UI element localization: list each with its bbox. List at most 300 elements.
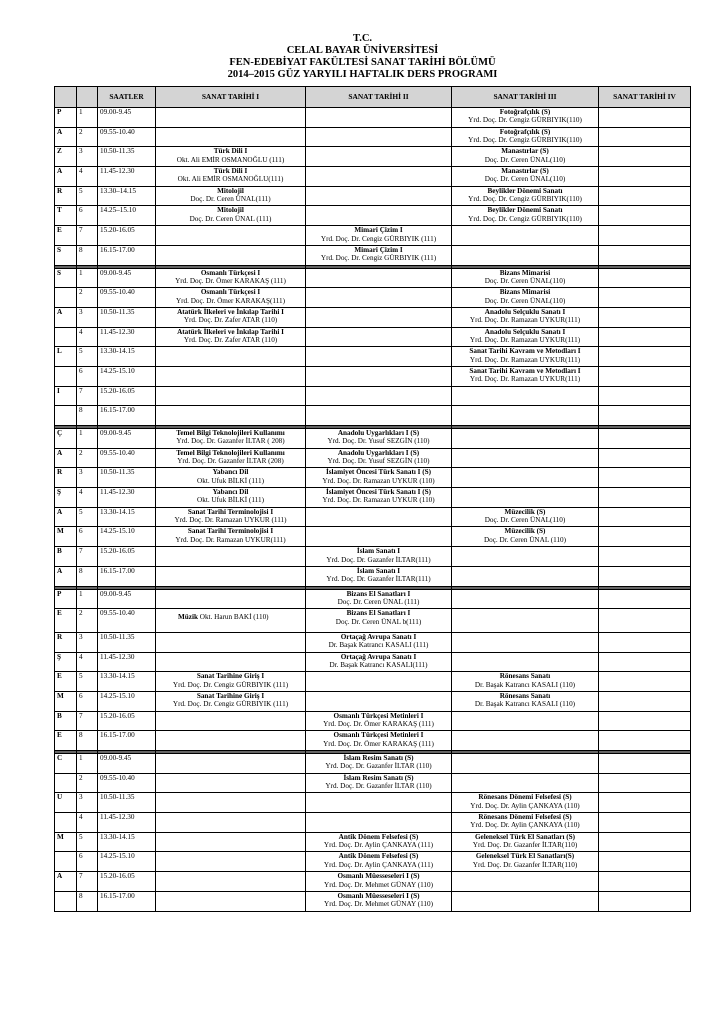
course-cell-year-2 [306, 731, 452, 751]
time-slot-cell: 13.30-14.15 [98, 347, 156, 367]
course-cell-year-3 [452, 711, 599, 731]
course-title: Müzecilik (S) [504, 527, 546, 536]
course-cell-year-1 [156, 872, 306, 892]
course-instructor: Doç. Dr. Ceren ÜNAL(110) [484, 276, 566, 285]
course-cell-year-1 [156, 206, 306, 226]
course-cell-year-4 [599, 307, 691, 327]
course-cell-year-2 [306, 186, 452, 206]
time-slot-cell: 09.00-9.45 [98, 268, 156, 288]
course-cell-year-4 [599, 327, 691, 347]
period-number-cell: 5 [77, 347, 98, 367]
course-instructor: Yrd. Doç. Dr. Cengiz GÜRBIYIK(110) [468, 116, 582, 125]
course-title: Fotoğrafçılık (S) [499, 108, 551, 116]
course-instructor: Yrd. Doç. Dr. Ramazan UYKUR (110) [322, 476, 435, 485]
course-cell-year-2 [306, 507, 452, 527]
course-cell-year-2 [306, 206, 452, 226]
course-title: Mimari Çizim I [354, 245, 403, 254]
course-cell-year-1 [156, 527, 306, 547]
table-row [55, 288, 691, 308]
table-row [55, 245, 691, 265]
course-title: Anadolu Uygarlıkları I (S) [337, 448, 420, 457]
course-cell-year-3 [452, 589, 599, 609]
day-letter-cell: R [55, 468, 77, 488]
course-cell-year-1 [156, 347, 306, 367]
course-cell-year-4 [599, 406, 691, 426]
course-instructor: Yrd. Doç. Dr. Cengiz GÜRBIYIK (111) [320, 254, 437, 263]
time-slot-cell: 15.20-16.05 [98, 547, 156, 567]
table-row [55, 167, 691, 187]
course-cell-year-2 [306, 527, 452, 547]
course-title: Atatürk İlkeleri ve İnkılap Tarihi I [177, 327, 284, 336]
course-cell-year-3 [452, 793, 599, 813]
period-number-cell: 4 [77, 652, 98, 672]
course-cell-year-2 [306, 366, 452, 386]
day-letter-cell [55, 327, 77, 347]
course-cell-year-1 [156, 813, 306, 833]
course-cell-year-1 [156, 832, 306, 852]
time-slot-cell: 14.25-15.10 [98, 527, 156, 547]
period-number-cell: 3 [77, 307, 98, 327]
course-cell-year-1 [156, 468, 306, 488]
time-slot-cell: 11.45-12.30 [98, 652, 156, 672]
course-cell-year-3 [452, 448, 599, 468]
course-cell-year-1 [156, 731, 306, 751]
course-cell-year-2 [306, 429, 452, 449]
course-cell-year-3 [452, 731, 599, 751]
course-cell-year-1 [156, 891, 306, 911]
course-instructor: Yrd. Doç. Dr. Cengiz GÜRBIYIK (111) [320, 234, 437, 243]
period-number-cell: 3 [77, 468, 98, 488]
time-slot-cell: 09.55-10.40 [98, 288, 156, 308]
course-cell-year-3 [452, 307, 599, 327]
header-line-tc: T.C. [352, 33, 373, 44]
time-slot-cell: 10.50-11.35 [98, 307, 156, 327]
course-cell-year-3 [452, 366, 599, 386]
course-cell-year-2 [306, 566, 452, 586]
course-cell-year-2 [306, 813, 452, 833]
course-cell-year-1 [156, 773, 306, 793]
course-instructor: Yrd. Doç. Dr. Ramazan UYKUR(111) [469, 316, 581, 325]
period-number-cell: 4 [77, 488, 98, 508]
course-cell-year-4 [599, 813, 691, 833]
course-instructor: Yrd. Doç. Dr. Cengiz GÜRBIYIK(110) [468, 214, 582, 223]
schedule-table [54, 86, 691, 912]
course-instructor: Yrd. Doç. Dr. Ömer KARAKAŞ(111) [175, 296, 286, 305]
course-cell-year-3 [452, 691, 599, 711]
course-title: Sanat Tarihi Terminolojisi I [187, 507, 274, 516]
period-number-cell: 8 [77, 566, 98, 586]
course-instructor: Yrd. Doç. Dr. Aylin ÇANKAYA (111) [323, 860, 434, 869]
table-row [55, 206, 691, 226]
course-title: Atatürk İlkeleri ve İnkılap Tarihi I [177, 307, 284, 316]
table-row [55, 386, 691, 406]
course-title: Sanat Tarihine Giriş I [196, 691, 265, 700]
period-number-cell: 1 [77, 268, 98, 288]
course-title: Bizans Mimarisi [499, 268, 551, 277]
course-cell-year-3 [452, 507, 599, 527]
table-row [55, 852, 691, 872]
course-cell-year-3 [452, 288, 599, 308]
course-cell-year-1 [156, 507, 306, 527]
course-cell-year-3 [452, 527, 599, 547]
table-row [55, 327, 691, 347]
course-title: Geleneksel Türk El Sanatları(S) [475, 852, 575, 861]
course-cell-year-4 [599, 268, 691, 288]
course-instructor: Okt. Ali EMİR OSMANOĞLU(111) [177, 175, 284, 184]
course-instructor: Yrd. Doç. Dr. Aylin ÇANKAYA (110) [470, 821, 580, 830]
col-header-year-3: SANAT TARİHİ III [452, 87, 599, 108]
col-header-day [55, 87, 77, 108]
course-cell-year-3 [452, 245, 599, 265]
course-cell-year-3 [452, 547, 599, 567]
course-title: Müzecilik (S) [504, 507, 546, 516]
course-cell-year-3 [452, 226, 599, 246]
course-cell-year-4 [599, 691, 691, 711]
time-slot-cell: 09.55-10.40 [98, 773, 156, 793]
course-cell-year-4 [599, 366, 691, 386]
course-cell-year-2 [306, 754, 452, 774]
course-cell-year-4 [599, 288, 691, 308]
day-letter-cell: A [55, 127, 77, 147]
table-row [55, 468, 691, 488]
course-cell-year-1 [156, 307, 306, 327]
time-slot-cell: 14.25–15.10 [98, 206, 156, 226]
time-slot-cell: 11.45-12.30 [98, 327, 156, 347]
course-title: Osmanlı Müesseseleri I (S) [337, 872, 420, 881]
course-instructor: Yrd. Doç. Dr. Mehmet GÜNAY (110) [324, 900, 433, 909]
course-cell-year-4 [599, 186, 691, 206]
day-letter-cell [55, 366, 77, 386]
period-number-cell: 3 [77, 793, 98, 813]
course-cell-year-4 [599, 527, 691, 547]
course-instructor: Yrd. Doç. Dr. Aylin ÇANKAYA (110) [470, 801, 580, 810]
course-cell-year-2 [306, 468, 452, 488]
day-letter-cell: U [55, 793, 77, 813]
course-cell-year-1 [156, 429, 306, 449]
day-letter-cell: S [55, 268, 77, 288]
day-letter-cell: B [55, 711, 77, 731]
course-cell-year-4 [599, 589, 691, 609]
course-cell-year-2 [306, 147, 452, 167]
course-title: Anadolu Selçuklu Sanatı I [484, 327, 566, 336]
course-cell-year-1 [156, 589, 306, 609]
course-title: Rönesans Dönemi Felsefesi (S) [478, 793, 572, 802]
course-cell-year-4 [599, 347, 691, 367]
course-cell-year-3 [452, 147, 599, 167]
course-instructor: Doç. Dr. Ceren ÜNAL (111) [189, 214, 272, 223]
table-row [55, 429, 691, 449]
course-cell-year-1 [156, 672, 306, 692]
course-cell-year-4 [599, 448, 691, 468]
table-row [55, 108, 691, 128]
course-cell-year-3 [452, 268, 599, 288]
day-letter-cell: B [55, 547, 77, 567]
day-letter-cell: C [55, 754, 77, 774]
day-letter-cell: E [55, 672, 77, 692]
course-instructor: Dr. Başak Katrancı KASALI(111) [329, 660, 428, 669]
course-cell-year-1 [156, 147, 306, 167]
table-row [55, 347, 691, 367]
course-instructor: Dr. Başak Katrancı KASALI (110) [474, 700, 576, 709]
day-letter-cell: Ç [55, 429, 77, 449]
course-cell-year-3 [452, 386, 599, 406]
course-cell-year-1 [156, 547, 306, 567]
course-instructor: Yrd. Doç. Dr. Mehmet GÜNAY (110) [324, 880, 433, 889]
course-cell-year-1 [156, 448, 306, 468]
course-cell-year-4 [599, 731, 691, 751]
table-row [55, 652, 691, 672]
table-row [55, 547, 691, 567]
course-cell-year-3 [452, 327, 599, 347]
course-instructor: Yrd. Doç. Dr. Cengiz GÜRBIYIK(110) [468, 195, 582, 204]
course-title: Rönesans Sanatı [499, 691, 551, 700]
period-number-cell: 5 [77, 832, 98, 852]
time-slot-cell: 09.00-9.45 [98, 429, 156, 449]
course-cell-year-2 [306, 773, 452, 793]
time-slot-cell: 14.25-15.10 [98, 852, 156, 872]
time-slot-cell: 13.30-14.15 [98, 672, 156, 692]
course-cell-year-2 [306, 245, 452, 265]
course-title: Temel Bilgi Teknolojileri Kullanımı [176, 429, 285, 437]
course-instructor: Yrd. Doç. Dr. Ramazan UYKUR (111) [174, 516, 287, 525]
day-letter-cell: Z [55, 147, 77, 167]
course-cell-year-3 [452, 652, 599, 672]
course-title: Anadolu Uygarlıkları I (S) [337, 429, 420, 437]
course-title: Fotoğrafçılık (S) [499, 127, 551, 136]
course-instructor: Yrd. Doç. Dr. Zafer ATAR (110) [183, 316, 278, 325]
course-cell-year-4 [599, 507, 691, 527]
course-cell-year-4 [599, 468, 691, 488]
day-letter-cell: E [55, 609, 77, 633]
course-cell-year-3 [452, 609, 599, 633]
day-letter-cell: T [55, 206, 77, 226]
course-instructor: Yrd. Doç. Dr. Ramazan UYKUR(111) [469, 335, 581, 344]
period-number-cell: 8 [77, 245, 98, 265]
course-cell-year-3 [452, 754, 599, 774]
course-instructor: Yrd. Doç. Dr. Cengiz GÜRBIYIK(110) [468, 136, 582, 145]
course-title: Rönesans Dönemi Felsefesi (S) [478, 813, 572, 822]
course-cell-year-3 [452, 429, 599, 449]
course-instructor: Yrd. Doç. Dr. Gazanfer İLTAR (110) [325, 762, 432, 771]
time-slot-cell: 09.00-9.45 [98, 754, 156, 774]
course-cell-year-1 [156, 691, 306, 711]
course-cell-year-4 [599, 891, 691, 911]
period-number-cell: 3 [77, 632, 98, 652]
time-slot-cell: 13.30-14.15 [98, 832, 156, 852]
course-cell-year-2 [306, 488, 452, 508]
day-letter-cell: M [55, 832, 77, 852]
course-instructor: Doç. Dr. Ceren ÜNAL (110) [483, 535, 567, 544]
time-slot-cell: 15.20-16.05 [98, 872, 156, 892]
day-letter-cell [55, 288, 77, 308]
col-header-period [77, 87, 98, 108]
course-cell-year-1 [156, 632, 306, 652]
period-number-cell: 5 [77, 507, 98, 527]
course-instructor: Yrd. Doç. Dr. Gazanfer İLTAR(111) [326, 555, 431, 564]
period-number-cell: 5 [77, 186, 98, 206]
day-letter-cell [55, 891, 77, 911]
time-slot-cell: 11.45-12.30 [98, 167, 156, 187]
course-cell-year-2 [306, 652, 452, 672]
table-row [55, 406, 691, 426]
course-instructor: Yrd. Doç. Dr. Cengiz GÜRBIYIK (111) [172, 700, 289, 709]
course-cell-year-3 [452, 813, 599, 833]
course-cell-year-4 [599, 386, 691, 406]
course-cell-year-4 [599, 167, 691, 187]
course-title: Sanat Tarihi Terminolojisi I [187, 527, 274, 536]
course-cell-year-1 [156, 245, 306, 265]
course-cell-year-4 [599, 226, 691, 246]
day-letter-cell: R [55, 186, 77, 206]
course-cell-year-2 [306, 386, 452, 406]
table-row [55, 872, 691, 892]
table-row [55, 366, 691, 386]
course-title: Osmanlı Müesseseleri I (S) [337, 891, 420, 900]
course-title: Osmanlı Türkçesi Metinleri I [333, 711, 424, 720]
course-cell-year-1 [156, 288, 306, 308]
header-program-title: 2014–2015 GÜZ YARYILI HAFTALIK DERS PROGRAMI [227, 69, 498, 80]
period-number-cell: 4 [77, 167, 98, 187]
period-number-cell: 1 [77, 754, 98, 774]
course-cell-year-4 [599, 652, 691, 672]
course-title: İslam Sanatı I [356, 547, 401, 556]
course-cell-year-2 [306, 632, 452, 652]
col-header-year-1: SANAT TARİHİ I [156, 87, 306, 108]
course-instructor: Okt. Ufuk BİLKİ (111) [197, 476, 264, 485]
course-instructor: Yrd. Doç. Dr. Gazanfer İLTAR(110) [472, 860, 578, 869]
time-slot-cell: 09.00-9.45 [98, 108, 156, 128]
time-slot-cell: 16.15-17.00 [98, 731, 156, 751]
period-number-cell: 7 [77, 547, 98, 567]
course-title: İslam Resim Sanatı (S) [343, 754, 414, 762]
course-instructor: Doç. Dr. Ceren ÜNAL(111) [190, 195, 271, 204]
table-row [55, 754, 691, 774]
day-letter-cell [55, 773, 77, 793]
course-title: Bizans El Sanatları I [346, 589, 411, 598]
course-cell-year-3 [452, 347, 599, 367]
period-number-cell: 8 [77, 731, 98, 751]
table-row [55, 672, 691, 692]
day-letter-cell [55, 813, 77, 833]
course-cell-year-4 [599, 547, 691, 567]
course-instructor: Yrd. Doç. Dr. Cengiz GÜRBIYIK (111) [172, 680, 289, 689]
course-cell-year-2 [306, 872, 452, 892]
time-slot-cell: 11.45-12.30 [98, 813, 156, 833]
course-title: İslam Sanatı I [356, 566, 401, 575]
course-title: Osmanlı Türkçesi Metinleri I [333, 731, 424, 740]
course-instructor: Yrd. Doç. Dr. Ramazan UYKUR (110) [322, 496, 435, 505]
time-slot-cell: 09.55-10.40 [98, 448, 156, 468]
time-slot-cell: 09.55-10.40 [98, 609, 156, 633]
course-cell-year-2 [306, 127, 452, 147]
course-cell-year-2 [306, 347, 452, 367]
course-title: Ortaçağ Avrupa Sanatı I [340, 632, 417, 641]
course-instructor: Dr. Başak Katrancı KASALI (110) [474, 680, 576, 689]
course-title: İslam Resim Sanatı (S) [343, 773, 414, 782]
day-letter-cell: A [55, 566, 77, 586]
table-row [55, 691, 691, 711]
time-slot-cell: 09.55-10.40 [98, 127, 156, 147]
course-cell-year-2 [306, 891, 452, 911]
day-letter-cell: Ş [55, 652, 77, 672]
course-instructor: Yrd. Doç. Dr. Gazanfer İLTAR ( 208) [176, 437, 285, 446]
course-title: İslamiyet Öncesi Türk Sanatı I (S) [325, 468, 432, 477]
day-letter-cell: P [55, 589, 77, 609]
time-slot-cell: 15.20-16.05 [98, 711, 156, 731]
course-cell-year-2 [306, 406, 452, 426]
course-title: Beylikler Dönemi Sanatı [487, 186, 563, 195]
course-cell-year-2 [306, 691, 452, 711]
table-header-row [55, 87, 691, 108]
time-slot-cell: 16.15-17.00 [98, 566, 156, 586]
course-cell-year-1 [156, 167, 306, 187]
course-title: Yabancı Dil [212, 488, 249, 497]
course-instructor: Yrd. Doç. Dr. Aylin ÇANKAYA (111) [323, 841, 434, 850]
table-row [55, 448, 691, 468]
course-title: Yabancı Dil [212, 468, 249, 477]
course-title: Mitolojil [217, 206, 244, 215]
day-letter-cell: R [55, 632, 77, 652]
course-title: Bizans Mimarisi [499, 288, 551, 297]
day-letter-cell: P [55, 108, 77, 128]
course-instructor: Doç. Dr. Ceren ÜNAL(110) [484, 296, 566, 305]
day-letter-cell: Ş [55, 488, 77, 508]
col-header-hours: SAATLER [98, 87, 156, 108]
course-title: Antik Dönem Felsefesi (S) [338, 832, 419, 841]
course-cell-year-1 [156, 366, 306, 386]
period-number-cell: 2 [77, 288, 98, 308]
course-cell-year-4 [599, 147, 691, 167]
time-slot-cell: 10.50-11.35 [98, 147, 156, 167]
course-cell-year-4 [599, 488, 691, 508]
course-title: Mimari Çizim I [354, 226, 403, 235]
course-instructor: Yrd. Doç. Dr. Ramazan UYKUR(111) [469, 355, 581, 364]
table-row [55, 793, 691, 813]
course-cell-year-1 [156, 386, 306, 406]
course-cell-year-2 [306, 711, 452, 731]
table-row [55, 566, 691, 586]
course-cell-year-4 [599, 206, 691, 226]
time-slot-cell: 16.15-17.00 [98, 891, 156, 911]
period-number-cell: 3 [77, 147, 98, 167]
course-instructor: Yrd. Doç. Dr. Ramazan UYKUR(111) [175, 535, 286, 544]
day-letter-cell: A [55, 307, 77, 327]
day-letter-cell: E [55, 226, 77, 246]
table-row [55, 147, 691, 167]
course-cell-year-2 [306, 589, 452, 609]
course-instructor: Yrd. Doç. Dr. Gazanfer İLTAR (208) [177, 457, 284, 466]
course-cell-year-3 [452, 167, 599, 187]
course-cell-year-2 [306, 832, 452, 852]
course-title: Sanat Tarihi Kavram ve Metodları I [469, 347, 581, 356]
course-instructor: Yrd. Doç. Dr. Gazanfer İLTAR (110) [325, 782, 432, 791]
course-cell-year-1 [156, 711, 306, 731]
course-instructor: Doç. Dr. Ceren ÜNAL(110) [484, 155, 566, 164]
header-university: CELAL BAYAR ÜNİVERSİTESİ [286, 45, 439, 56]
course-cell-year-1 [156, 566, 306, 586]
period-number-cell: 7 [77, 711, 98, 731]
table-row [55, 731, 691, 751]
time-slot-cell: 10.50-11.35 [98, 632, 156, 652]
period-number-cell: 5 [77, 672, 98, 692]
course-cell-year-3 [452, 672, 599, 692]
period-number-cell: 7 [77, 386, 98, 406]
table-row [55, 488, 691, 508]
time-slot-cell: 16.15-17.00 [98, 245, 156, 265]
course-cell-year-4 [599, 672, 691, 692]
course-cell-year-4 [599, 108, 691, 128]
course-cell-year-4 [599, 754, 691, 774]
